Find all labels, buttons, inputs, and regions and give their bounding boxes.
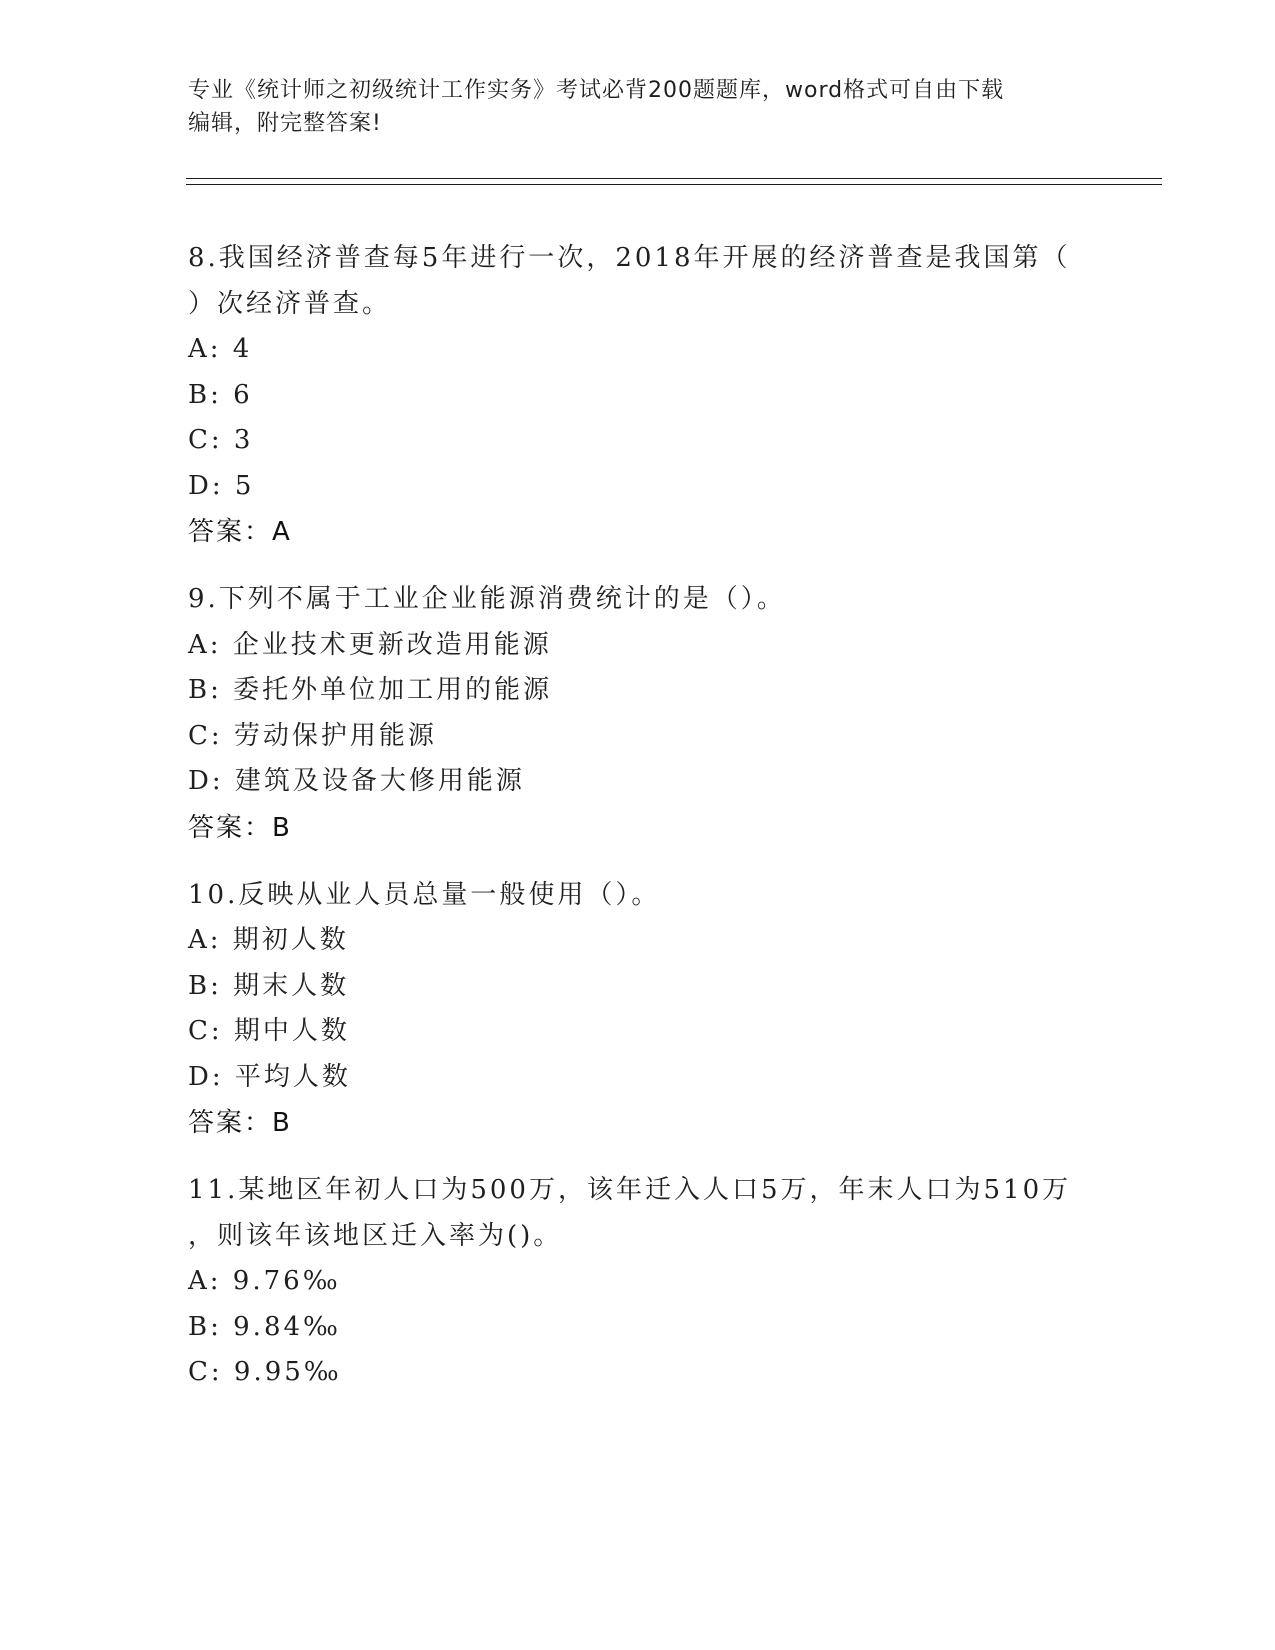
answer-line: 答案：B [188,1108,292,1138]
option-d: D: 建筑及设备大修用能源 [188,766,525,796]
header-divider-top [186,178,1162,179]
question-stem-line-2: ）次经济普查。 [188,288,392,319]
answer-line: 答案：B [188,812,292,843]
header-line-2: 编辑，附完整答案! [188,111,382,136]
option-c: C: 劳动保护用能源 [188,720,437,751]
option-b: B: 9.84‰ [188,1311,341,1342]
option-b: B: 委托外单位加工用的能源 [188,675,553,705]
option-a: A: 企业技术更新改造用能源 [188,629,552,660]
option-c: C: 期中人数 [188,1016,350,1046]
option-a: A: 期初人数 [188,925,349,955]
question-stem-line-2: ，则该年该地区迁入率为()。 [188,1220,563,1251]
option-b: B: 6 [188,379,253,410]
question-list [188,236,1088,1418]
question-stem-line-1: 10.反映从业人员总量一般使用（）。 [188,879,661,910]
question-10 [188,873,1088,1147]
option-c: C: 9.95‰ [188,1357,342,1387]
option-a: A: 4 [188,334,253,364]
question-stem-line-1: 9.下列不属于工业企业能源消费统计的是（）。 [188,584,786,614]
header-divider-bottom [186,184,1162,185]
option-c: C: 3 [188,425,254,455]
question-9 [188,577,1088,851]
question-11 [188,1168,1088,1396]
option-d: D: 5 [188,470,255,501]
option-d: D: 平均人数 [188,1061,351,1092]
document-header [188,74,1068,140]
option-a: A: 9.76‰ [188,1266,341,1296]
question-8 [188,236,1088,555]
answer-line: 答案：A [188,517,292,547]
question-stem-line-1: 8.我国经济普查每5年进行一次，2018年开展的经济普查是我国第（ [188,243,1071,273]
question-stem-line-1: 11.某地区年初人口为500万，该年迁入人口5万，年末人口为510万 [188,1175,1072,1205]
header-line-1: 专业《统计师之初级统计工作实务》考试必背200题题库，word格式可自由下载 [188,78,1005,103]
option-b: B: 期末人数 [188,970,350,1001]
